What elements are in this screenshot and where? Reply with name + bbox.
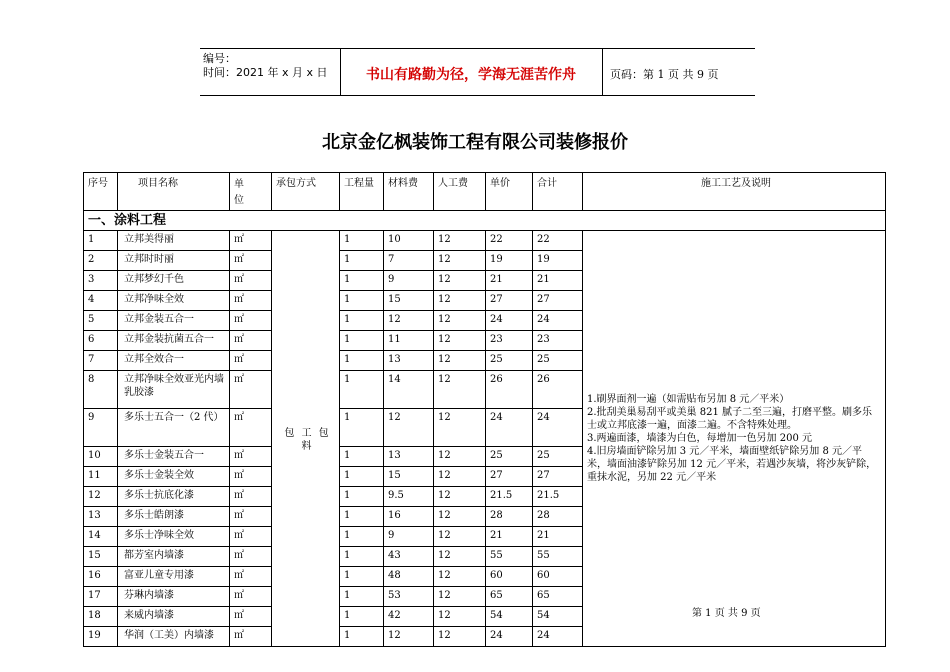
row-material-cost: 42 <box>384 607 434 627</box>
construction-note: 2.批刮美巢易刮平或美巢 821 腻子二至三遍，打磨平整。刷多乐士或立邦底漆一遍，面漆二遍。不含特殊处理。 <box>587 407 872 431</box>
row-material-cost: 9 <box>384 271 434 291</box>
contract-method: 包 工 包 料 <box>272 231 340 647</box>
row-qty: 1 <box>340 627 384 647</box>
row-labor-cost: 12 <box>434 627 486 647</box>
row-no: 1 <box>84 231 118 251</box>
row-qty: 1 <box>340 271 384 291</box>
row-unit: ㎡ <box>230 547 272 567</box>
column-header-unit <box>230 173 272 211</box>
row-unit: ㎡ <box>230 487 272 507</box>
construction-notes <box>583 231 886 647</box>
row-qty: 1 <box>340 231 384 251</box>
row-material-cost: 15 <box>384 291 434 311</box>
row-material-cost: 12 <box>384 627 434 647</box>
row-material-cost: 13 <box>384 447 434 467</box>
row-no: 2 <box>84 251 118 271</box>
row-material-cost: 53 <box>384 587 434 607</box>
row-labor-cost: 12 <box>434 351 486 371</box>
row-item-name: 立邦金装五合一 <box>118 311 230 331</box>
row-qty: 1 <box>340 527 384 547</box>
row-no: 12 <box>84 487 118 507</box>
row-total: 23 <box>533 331 583 351</box>
row-unit: ㎡ <box>230 607 272 627</box>
row-no: 6 <box>84 331 118 351</box>
row-labor-cost: 12 <box>434 607 486 627</box>
construction-note: 4.旧房墙面铲除另加 3 元／平米，墙面壁纸铲除另加 8 元／平米，墙面油漆铲除另加 12 元／平米，若遇沙灰墙，将沙灰铲除，重抹水泥，另加 22 元／平米 <box>587 446 877 483</box>
row-unit-price: 26 <box>486 371 533 409</box>
row-no: 16 <box>84 567 118 587</box>
row-labor-cost: 12 <box>434 507 486 527</box>
row-total: 21 <box>533 271 583 291</box>
row-qty: 1 <box>340 351 384 371</box>
row-item-name: 立邦金装抗菌五合一 <box>118 331 230 351</box>
row-qty: 1 <box>340 507 384 527</box>
row-item-name: 立邦美得丽 <box>118 231 230 251</box>
header-bottom-rule <box>200 95 755 96</box>
row-item-name: 立邦梦幻千色 <box>118 271 230 291</box>
row-qty: 1 <box>340 587 384 607</box>
row-material-cost: 13 <box>384 351 434 371</box>
table-row <box>84 231 886 251</box>
row-qty: 1 <box>340 251 384 271</box>
row-item-name: 多乐士金装全效 <box>118 467 230 487</box>
row-material-cost: 11 <box>384 331 434 351</box>
row-labor-cost: 12 <box>434 567 486 587</box>
section-row <box>84 211 886 231</box>
row-total: 27 <box>533 467 583 487</box>
row-no: 14 <box>84 527 118 547</box>
row-item-name: 多乐士五合一（2 代） <box>118 409 230 447</box>
header-top-rule <box>200 48 755 49</box>
row-unit-price: 27 <box>486 467 533 487</box>
row-unit: ㎡ <box>230 507 272 527</box>
row-material-cost: 10 <box>384 231 434 251</box>
row-total: 25 <box>533 447 583 467</box>
column-header-total: 合计 <box>533 173 583 211</box>
row-qty: 1 <box>340 331 384 351</box>
row-total: 19 <box>533 251 583 271</box>
row-qty: 1 <box>340 371 384 409</box>
row-unit: ㎡ <box>230 351 272 371</box>
construction-note: 1.刷界面剂一遍（如需贴布另加 8 元／平米） <box>587 394 790 405</box>
row-material-cost: 9 <box>384 527 434 547</box>
row-unit: ㎡ <box>230 627 272 647</box>
row-labor-cost: 12 <box>434 231 486 251</box>
row-no: 4 <box>84 291 118 311</box>
column-header-desc: 施工工艺及说明 <box>583 173 886 211</box>
column-header-labor: 人工费 <box>434 173 486 211</box>
row-material-cost: 43 <box>384 547 434 567</box>
row-unit: ㎡ <box>230 409 272 447</box>
row-unit: ㎡ <box>230 527 272 547</box>
column-header-price: 单价 <box>486 173 533 211</box>
row-unit-price: 21 <box>486 271 533 291</box>
row-item-name: 多乐士净味全效 <box>118 527 230 547</box>
row-unit-price: 24 <box>486 627 533 647</box>
column-header-material: 材料费 <box>384 173 434 211</box>
row-labor-cost: 12 <box>434 487 486 507</box>
row-item-name: 芬琳内墙漆 <box>118 587 230 607</box>
row-unit-price: 24 <box>486 409 533 447</box>
row-labor-cost: 12 <box>434 587 486 607</box>
row-labor-cost: 12 <box>434 251 486 271</box>
row-unit: ㎡ <box>230 567 272 587</box>
row-total: 24 <box>533 409 583 447</box>
row-item-name: 立邦净味全效 <box>118 291 230 311</box>
row-total: 24 <box>533 311 583 331</box>
row-qty: 1 <box>340 311 384 331</box>
row-no: 11 <box>84 467 118 487</box>
row-item-name: 富亚儿童专用漆 <box>118 567 230 587</box>
row-unit: ㎡ <box>230 231 272 251</box>
row-unit-price: 27 <box>486 291 533 311</box>
section-title: 一、涂料工程 <box>84 211 886 231</box>
column-header-qty: 工程量 <box>340 173 384 211</box>
row-unit-price: 25 <box>486 351 533 371</box>
page-footer: 第 1 页 共 9 页 <box>692 608 761 619</box>
row-unit-price: 23 <box>486 331 533 351</box>
row-total: 25 <box>533 351 583 371</box>
row-total: 21.5 <box>533 487 583 507</box>
header-divider <box>602 48 603 95</box>
row-unit: ㎡ <box>230 311 272 331</box>
row-total: 22 <box>533 231 583 251</box>
row-no: 19 <box>84 627 118 647</box>
row-labor-cost: 12 <box>434 447 486 467</box>
row-material-cost: 12 <box>384 409 434 447</box>
row-unit: ㎡ <box>230 291 272 311</box>
row-total: 28 <box>533 507 583 527</box>
row-unit-price: 22 <box>486 231 533 251</box>
row-item-name: 多乐士皓朗漆 <box>118 507 230 527</box>
row-unit: ㎡ <box>230 447 272 467</box>
row-no: 3 <box>84 271 118 291</box>
row-unit-price: 25 <box>486 447 533 467</box>
row-labor-cost: 12 <box>434 311 486 331</box>
row-qty: 1 <box>340 567 384 587</box>
row-no: 17 <box>84 587 118 607</box>
column-header-contract: 承包方式 <box>272 173 340 211</box>
row-total: 27 <box>533 291 583 311</box>
row-qty: 1 <box>340 547 384 567</box>
row-total: 26 <box>533 371 583 409</box>
row-qty: 1 <box>340 447 384 467</box>
row-total: 65 <box>533 587 583 607</box>
header-page-info: 页码：第 1 页 共 9 页 <box>610 68 719 81</box>
row-unit-price: 28 <box>486 507 533 527</box>
row-unit-price: 65 <box>486 587 533 607</box>
row-qty: 1 <box>340 487 384 507</box>
row-item-name: 多乐士金装五合一 <box>118 447 230 467</box>
row-qty: 1 <box>340 409 384 447</box>
row-unit-price: 54 <box>486 607 533 627</box>
row-unit-price: 55 <box>486 547 533 567</box>
document-date: 时间：2021 年 x 月 x 日 <box>203 66 328 79</box>
row-no: 10 <box>84 447 118 467</box>
row-material-cost: 16 <box>384 507 434 527</box>
column-header-no: 序号 <box>84 173 118 211</box>
row-material-cost: 14 <box>384 371 434 409</box>
row-total: 60 <box>533 567 583 587</box>
row-no: 7 <box>84 351 118 371</box>
row-item-name: 立邦净味全效亚光内墙乳胶漆 <box>118 371 230 409</box>
row-labor-cost: 12 <box>434 409 486 447</box>
row-no: 15 <box>84 547 118 567</box>
row-labor-cost: 12 <box>434 371 486 409</box>
row-material-cost: 48 <box>384 567 434 587</box>
row-unit-price: 21.5 <box>486 487 533 507</box>
row-no: 18 <box>84 607 118 627</box>
row-item-name: 都芳室内墙漆 <box>118 547 230 567</box>
document-title: 北京金亿枫装饰工程有限公司装修报价 <box>322 132 628 153</box>
row-total: 24 <box>533 627 583 647</box>
row-total: 54 <box>533 607 583 627</box>
row-unit: ㎡ <box>230 331 272 351</box>
row-item-name: 多乐士抗底化漆 <box>118 487 230 507</box>
row-material-cost: 9.5 <box>384 487 434 507</box>
document-code-label: 编号： <box>203 52 236 65</box>
row-material-cost: 12 <box>384 311 434 331</box>
row-total: 21 <box>533 527 583 547</box>
row-labor-cost: 12 <box>434 547 486 567</box>
row-no: 13 <box>84 507 118 527</box>
row-no: 5 <box>84 311 118 331</box>
header-motto: 书山有路勤为径，学海无涯苦作舟 <box>366 67 576 83</box>
construction-note: 3.两遍面漆，墙漆为白色，每增加一色另加 200 元 <box>587 433 812 444</box>
row-material-cost: 7 <box>384 251 434 271</box>
row-unit: ㎡ <box>230 271 272 291</box>
row-qty: 1 <box>340 291 384 311</box>
row-unit-price: 60 <box>486 567 533 587</box>
row-item-name: 立邦全效合一 <box>118 351 230 371</box>
row-labor-cost: 12 <box>434 331 486 351</box>
column-header-unit-text: 单位 <box>234 179 244 206</box>
row-material-cost: 15 <box>384 467 434 487</box>
row-no: 9 <box>84 409 118 447</box>
row-unit-price: 19 <box>486 251 533 271</box>
row-qty: 1 <box>340 467 384 487</box>
row-labor-cost: 12 <box>434 291 486 311</box>
row-qty: 1 <box>340 607 384 627</box>
quote-table <box>83 172 886 647</box>
row-item-name: 华润（工美）内墙漆 <box>118 627 230 647</box>
row-labor-cost: 12 <box>434 271 486 291</box>
row-labor-cost: 12 <box>434 527 486 547</box>
row-unit: ㎡ <box>230 251 272 271</box>
row-item-name: 来威内墙漆 <box>118 607 230 627</box>
row-unit-price: 21 <box>486 527 533 547</box>
row-total: 55 <box>533 547 583 567</box>
row-labor-cost: 12 <box>434 467 486 487</box>
row-unit: ㎡ <box>230 467 272 487</box>
row-unit: ㎡ <box>230 587 272 607</box>
column-header-name: 项目名称 <box>118 173 230 211</box>
row-unit: ㎡ <box>230 371 272 409</box>
row-no: 8 <box>84 371 118 409</box>
row-item-name: 立邦时时丽 <box>118 251 230 271</box>
table-header-row <box>84 173 886 211</box>
row-unit-price: 24 <box>486 311 533 331</box>
